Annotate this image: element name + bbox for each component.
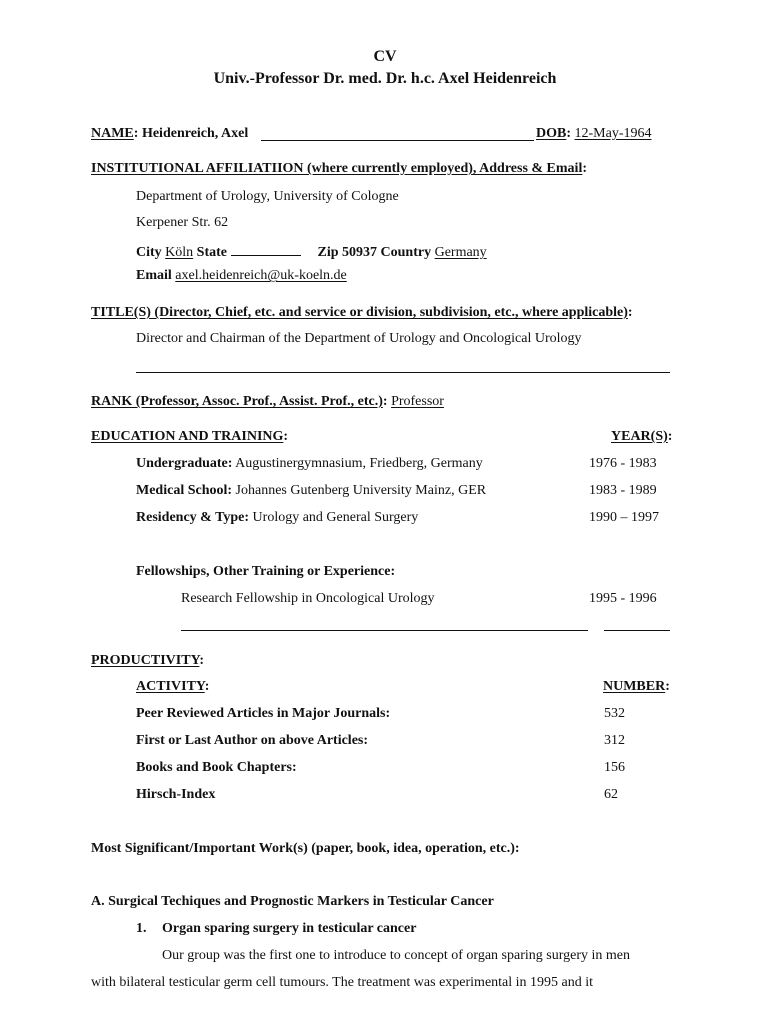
section-a-heading: A. Surgical Techiques and Prognostic Markers in Testicular Cancer bbox=[91, 894, 494, 909]
productivity-heading-row: PRODUCTIVITY: bbox=[91, 653, 205, 668]
titles-underline bbox=[136, 372, 670, 373]
education-row-years: 1976 - 1983 bbox=[589, 456, 657, 471]
affiliation-heading: INSTITUTIONAL AFFILIATIION (where currently employed), Address & Email bbox=[91, 161, 583, 176]
item-1-number: 1. bbox=[136, 921, 147, 936]
zip-label: Zip bbox=[317, 245, 339, 260]
education-row-value: Johannes Gutenberg University Mainz, GER bbox=[235, 483, 487, 498]
document-type: CV bbox=[373, 48, 397, 65]
years-heading-row: YEAR(S): bbox=[611, 429, 673, 444]
paragraph-line: with bilateral testicular germ cell tumours. The treatment was experimental in 1995 and it bbox=[91, 975, 594, 990]
state-label: State bbox=[196, 245, 227, 260]
rank-row: RANK (Professor, Assoc. Prof., Assist. Prof., etc.): Professor bbox=[91, 394, 444, 409]
education-row-undergraduate bbox=[136, 455, 483, 472]
significant-work-heading: Most Significant/Important Work(s) (paper, book, idea, operation, etc.): bbox=[91, 841, 520, 856]
city-label: City bbox=[136, 245, 162, 260]
fellowship-years: 1995 - 1996 bbox=[589, 591, 657, 606]
productivity-row-value: 156 bbox=[604, 760, 625, 775]
activity-heading: ACTIVITY bbox=[136, 679, 205, 694]
address-row bbox=[136, 241, 487, 261]
activity-heading-row: ACTIVITY: bbox=[136, 679, 210, 694]
dob-row: DOB: 12-May-1964 bbox=[536, 126, 652, 141]
rank-heading: RANK (Professor, Assoc. Prof., Assist. Prof., etc.) bbox=[91, 394, 383, 409]
education-row-label: Residency & Type: bbox=[136, 510, 250, 525]
education-row-medical-school bbox=[136, 482, 486, 499]
education-row-residency bbox=[136, 509, 418, 526]
number-heading: NUMBER bbox=[603, 679, 666, 694]
dob-value: 12-May-1964 bbox=[574, 126, 652, 141]
productivity-row-value: 62 bbox=[604, 787, 618, 802]
productivity-heading: PRODUCTIVITY bbox=[91, 653, 200, 668]
email-row bbox=[136, 267, 347, 284]
fellowship-underline bbox=[181, 630, 588, 631]
email-link[interactable]: axel.heidenreich@uk-koeln.de bbox=[175, 268, 347, 283]
titles-heading-row: TITLE(S) (Director, Chief, etc. and service or division, subdivision, etc., where applicable): bbox=[91, 305, 633, 320]
education-heading: EDUCATION AND TRAINING bbox=[91, 429, 284, 444]
productivity-row-label: First or Last Author on above Articles: bbox=[136, 733, 369, 748]
name-row: NAME: Heidenreich, Axel bbox=[91, 126, 249, 141]
titles-value: Director and Chairman of the Department of Urology and Oncological Urology bbox=[136, 331, 582, 346]
name-underline bbox=[261, 140, 534, 141]
productivity-row-label: Books and Book Chapters: bbox=[136, 760, 297, 775]
education-row-label: Undergraduate: bbox=[136, 456, 233, 471]
name-value: Heidenreich, Axel bbox=[141, 126, 249, 141]
education-row-years: 1990 – 1997 bbox=[589, 510, 659, 525]
productivity-row-value: 312 bbox=[604, 733, 625, 748]
productivity-row-label: Hirsch-Index bbox=[136, 787, 216, 802]
productivity-row-value: 532 bbox=[604, 706, 625, 721]
education-row-years: 1983 - 1989 bbox=[589, 483, 657, 498]
email-label: Email bbox=[136, 268, 172, 283]
name-label: NAME bbox=[91, 126, 134, 141]
titles-heading: TITLE(S) (Director, Chief, etc. and service or division, subdivision, etc., where applicable) bbox=[91, 305, 628, 320]
page-title: Univ.-Professor Dr. med. Dr. h.c. Axel Heidenreich bbox=[213, 70, 557, 87]
fellowship-years-underline bbox=[604, 630, 670, 631]
zip-value: 50937 bbox=[342, 245, 378, 260]
fellowship-value: Research Fellowship in Oncological Urology bbox=[181, 591, 435, 606]
country-label: Country bbox=[380, 245, 432, 260]
city-value: Köln bbox=[165, 245, 194, 260]
dob-label: DOB bbox=[536, 126, 567, 141]
affiliation-street: Kerpener Str. 62 bbox=[136, 215, 229, 230]
education-row-value: Urology and General Surgery bbox=[252, 510, 419, 525]
affiliation-department: Department of Urology, University of Cologne bbox=[136, 189, 399, 204]
state-field bbox=[231, 241, 301, 256]
education-heading-row: EDUCATION AND TRAINING: bbox=[91, 429, 289, 444]
education-row-label: Medical School: bbox=[136, 483, 233, 498]
rank-value: Professor bbox=[391, 394, 444, 409]
fellowship-heading: Fellowships, Other Training or Experience: bbox=[136, 564, 396, 579]
paragraph-line: Our group was the first one to introduce to concept of organ sparing surgery in men bbox=[162, 948, 630, 963]
education-row-value: Augustinergymnasium, Friedberg, Germany bbox=[235, 456, 483, 471]
years-heading: YEAR(S) bbox=[611, 429, 668, 444]
item-1-title: Organ sparing surgery in testicular cancer bbox=[162, 921, 417, 936]
affiliation-heading-row: INSTITUTIONAL AFFILIATIION (where currently employed), Address & Email: bbox=[91, 161, 588, 176]
number-heading-row: NUMBER: bbox=[603, 679, 670, 694]
productivity-row-label: Peer Reviewed Articles in Major Journals: bbox=[136, 706, 391, 721]
country-value: Germany bbox=[434, 245, 487, 260]
